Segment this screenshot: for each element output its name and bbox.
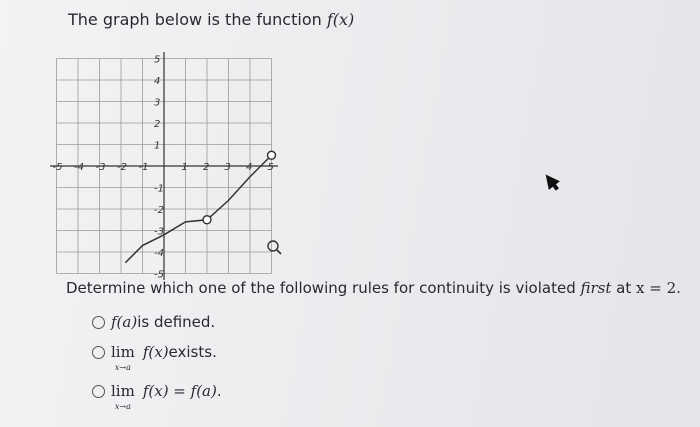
- question-prefix: Determine which one of the following rules for continuity is violated: [66, 279, 581, 297]
- y-tick-label: -2: [154, 205, 164, 216]
- prompt-text: The graph below is the function: [68, 10, 322, 29]
- y-tick-label: 4: [154, 76, 161, 87]
- radio-button-3[interactable]: [92, 385, 105, 398]
- option-1-math: f(a): [111, 313, 138, 331]
- option-3-math: f(x) = f(a): [142, 382, 217, 400]
- prompt-function: f(x): [326, 10, 355, 29]
- tick-labels: [53, 55, 274, 281]
- x-tick-label: -3: [95, 162, 106, 173]
- limit-3: lim x→a: [111, 382, 135, 411]
- option-3-text: .: [216, 382, 222, 400]
- x-tick-label: -2: [117, 162, 127, 173]
- option-1-text: is defined.: [137, 313, 216, 331]
- limit-2: lim x→a: [111, 343, 135, 372]
- y-tick-label: -5: [154, 269, 164, 281]
- option-2-text: exists.: [168, 343, 217, 361]
- y-tick-label: -1: [154, 183, 164, 195]
- option-2[interactable]: [92, 343, 217, 372]
- radio-button-2[interactable]: [92, 346, 105, 359]
- question: [66, 279, 681, 297]
- option-1[interactable]: [92, 313, 215, 331]
- x-tick-label: 4: [246, 162, 253, 173]
- x-tick-label: 5: [267, 162, 274, 173]
- y-tick-label: -3: [154, 226, 164, 238]
- x-tick-label: -4: [74, 162, 84, 173]
- radio-button-1[interactable]: [92, 316, 105, 329]
- y-tick-label: 1: [154, 140, 161, 152]
- x-tick-label: 1: [181, 162, 188, 173]
- prompt: [68, 10, 354, 29]
- x-tick-label: -1: [138, 162, 149, 173]
- axes: [50, 52, 278, 280]
- y-tick-label: 5: [154, 54, 161, 66]
- question-emph: first: [580, 279, 612, 297]
- y-tick-label: -4: [154, 248, 164, 259]
- question-mid: at: [611, 279, 637, 297]
- open-point: [268, 151, 276, 159]
- y-tick-label: 2: [154, 119, 161, 130]
- mouse-cursor: [540, 170, 560, 190]
- option-3[interactable]: [92, 382, 222, 411]
- function-graph: [52, 40, 292, 281]
- option-2-math: f(x): [142, 343, 169, 361]
- open-point: [203, 216, 211, 224]
- y-tick-label: 3: [154, 97, 161, 109]
- question-condition: x = 2.: [636, 279, 681, 297]
- x-tick-label: -5: [52, 162, 63, 173]
- x-tick-label: 2: [203, 162, 210, 173]
- x-tick-label: 3: [224, 162, 231, 173]
